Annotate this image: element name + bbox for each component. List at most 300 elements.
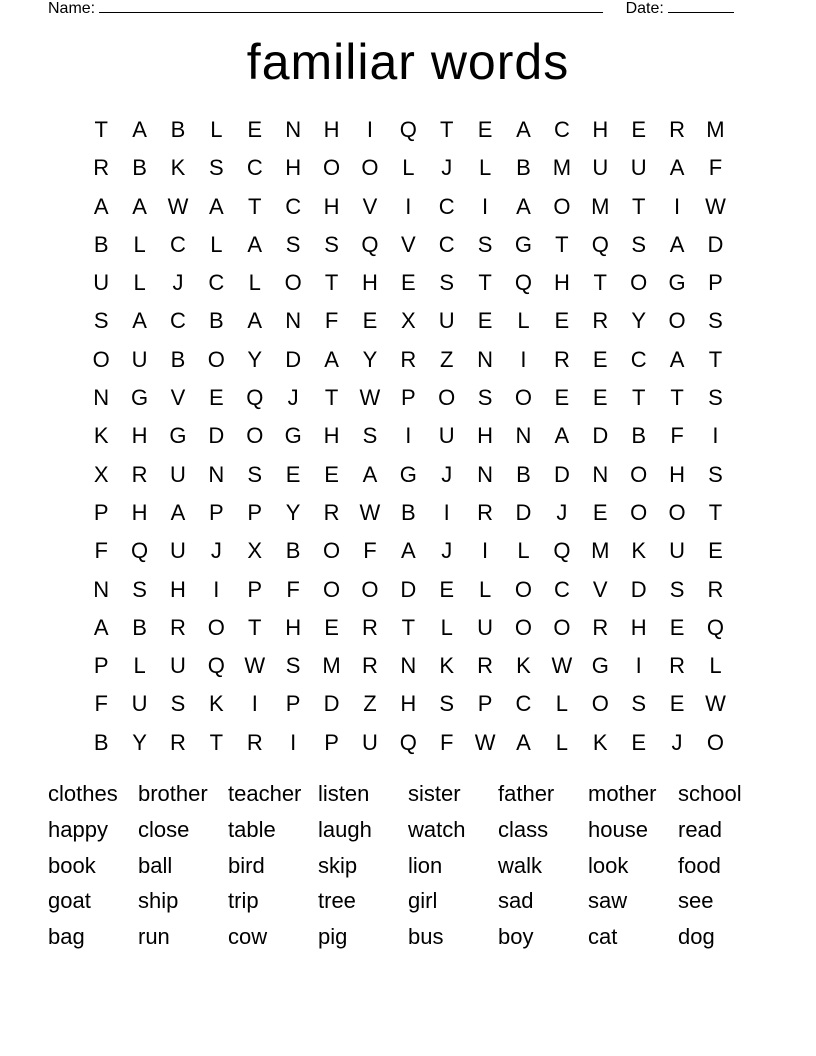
grid-letter[interactable]: S bbox=[439, 691, 455, 717]
grid-letter[interactable]: A bbox=[516, 117, 531, 142]
grid-letter[interactable]: S bbox=[477, 231, 493, 257]
grid-letter[interactable]: L bbox=[555, 729, 568, 755]
grid-letter[interactable]: S bbox=[93, 308, 109, 334]
grid-letter[interactable]: Q bbox=[706, 614, 724, 640]
grid-letter[interactable]: L bbox=[248, 270, 261, 296]
grid-letter[interactable]: F bbox=[94, 538, 108, 564]
grid-letter[interactable]: T bbox=[401, 614, 416, 640]
grid-letter[interactable]: H bbox=[323, 423, 340, 449]
grid-letter[interactable]: O bbox=[706, 729, 724, 755]
grid-letter[interactable]: T bbox=[94, 117, 108, 142]
grid-letter[interactable]: B bbox=[285, 538, 301, 564]
grid-letter[interactable]: A bbox=[669, 346, 685, 372]
grid-letter[interactable]: R bbox=[669, 653, 685, 679]
grid-letter[interactable]: I bbox=[520, 346, 527, 372]
grid-letter[interactable]: O bbox=[668, 308, 686, 334]
grid-letter[interactable]: V bbox=[592, 576, 608, 602]
grid-letter[interactable]: H bbox=[477, 423, 494, 449]
grid-letter[interactable]: E bbox=[477, 117, 493, 142]
grid-letter[interactable]: A bbox=[362, 461, 378, 487]
grid-letter[interactable]: N bbox=[477, 346, 494, 372]
word-list-item: book bbox=[48, 852, 96, 878]
grid-letter[interactable]: B bbox=[400, 499, 416, 525]
grid-letter[interactable]: S bbox=[708, 461, 723, 487]
grid-letter[interactable]: H bbox=[285, 614, 302, 640]
grid-letter[interactable]: W bbox=[474, 729, 496, 755]
grid-letter[interactable]: F bbox=[324, 308, 339, 334]
grid-letter[interactable]: W bbox=[551, 653, 573, 679]
grid-letter[interactable]: N bbox=[592, 461, 609, 487]
grid-letter[interactable]: D bbox=[707, 231, 724, 257]
grid-letter[interactable]: H bbox=[170, 576, 186, 602]
grid-letter[interactable]: G bbox=[399, 461, 417, 487]
grid-letter[interactable]: O bbox=[246, 423, 264, 449]
grid-letter[interactable]: Y bbox=[285, 499, 301, 525]
grid-letter[interactable]: F bbox=[286, 576, 300, 602]
grid-letter[interactable]: O bbox=[668, 499, 686, 525]
grid-letter[interactable]: H bbox=[400, 691, 417, 717]
grid-letter[interactable]: E bbox=[554, 385, 570, 411]
grid-letter[interactable]: L bbox=[133, 653, 146, 679]
grid-letter[interactable]: L bbox=[440, 614, 453, 640]
grid-letter[interactable]: L bbox=[555, 691, 568, 717]
grid-letter[interactable]: R bbox=[477, 499, 494, 525]
grid-letter[interactable]: H bbox=[323, 117, 340, 142]
grid-letter[interactable]: O bbox=[284, 270, 302, 296]
grid-letter[interactable]: S bbox=[669, 576, 685, 602]
grid-letter[interactable]: A bbox=[93, 193, 109, 219]
grid-letter[interactable]: S bbox=[631, 231, 646, 257]
grid-letter[interactable]: E bbox=[324, 614, 339, 640]
grid-letter[interactable]: Q bbox=[399, 117, 417, 142]
grid-letter[interactable]: T bbox=[439, 117, 454, 142]
grid-letter[interactable]: B bbox=[132, 155, 147, 181]
word-list-item: read bbox=[678, 816, 723, 842]
grid-letter[interactable]: O bbox=[630, 461, 648, 487]
grid-letter[interactable]: E bbox=[669, 614, 685, 640]
grid-letter[interactable]: S bbox=[708, 308, 723, 334]
grid-letter[interactable]: E bbox=[592, 346, 608, 372]
word-list-item: food bbox=[678, 852, 721, 878]
grid-letter[interactable]: U bbox=[477, 614, 494, 640]
grid-letter[interactable]: U bbox=[438, 308, 455, 334]
grid-letter[interactable]: A bbox=[669, 231, 685, 257]
grid-letter[interactable]: Q bbox=[399, 729, 417, 755]
grid-letter[interactable]: E bbox=[592, 385, 608, 411]
grid-letter[interactable]: Y bbox=[362, 346, 378, 372]
grid-letter[interactable]: P bbox=[324, 729, 339, 755]
grid-letter[interactable]: E bbox=[247, 117, 263, 142]
grid-letter[interactable]: C bbox=[170, 308, 186, 334]
grid-letter[interactable]: E bbox=[631, 729, 646, 755]
grid-letter[interactable]: F bbox=[670, 423, 684, 449]
grid-letter[interactable]: U bbox=[170, 538, 186, 564]
grid-letter[interactable]: J bbox=[210, 538, 222, 564]
grid-letter[interactable]: A bbox=[93, 614, 109, 640]
grid-letter[interactable]: R bbox=[400, 346, 417, 372]
grid-letter[interactable]: Q bbox=[553, 538, 571, 564]
grid-letter[interactable]: C bbox=[285, 193, 302, 219]
grid-letter[interactable]: N bbox=[477, 461, 494, 487]
grid-letter[interactable]: E bbox=[669, 691, 685, 717]
grid-letter[interactable]: E bbox=[400, 270, 416, 296]
grid-letter[interactable]: T bbox=[478, 270, 492, 296]
grid-letter[interactable]: W bbox=[167, 193, 189, 219]
grid-letter[interactable]: A bbox=[132, 117, 147, 142]
grid-letter[interactable]: N bbox=[93, 576, 110, 602]
grid-letter[interactable]: U bbox=[93, 270, 110, 296]
grid-letter[interactable]: B bbox=[93, 729, 109, 755]
grid-letter[interactable]: S bbox=[708, 385, 723, 411]
grid-letter[interactable]: E bbox=[285, 461, 301, 487]
grid-letter[interactable]: I bbox=[482, 193, 489, 219]
grid-letter[interactable]: A bbox=[170, 499, 186, 525]
grid-letter[interactable]: U bbox=[669, 538, 685, 564]
grid-letter[interactable]: E bbox=[554, 308, 570, 334]
grid-letter[interactable]: D bbox=[323, 691, 340, 717]
grid-letter[interactable]: S bbox=[631, 691, 646, 717]
grid-letter[interactable]: I bbox=[635, 653, 642, 679]
grid-letter[interactable]: S bbox=[285, 653, 301, 679]
grid-letter[interactable]: A bbox=[324, 346, 339, 372]
grid-letter[interactable]: A bbox=[516, 729, 531, 755]
grid-letter[interactable]: U bbox=[361, 729, 378, 755]
grid-letter[interactable]: E bbox=[477, 308, 493, 334]
grid-letter[interactable]: S bbox=[209, 155, 224, 181]
word-list-item: goat bbox=[48, 888, 91, 914]
grid-letter[interactable]: Z bbox=[363, 691, 377, 717]
grid-letter[interactable]: R bbox=[246, 729, 263, 755]
grid-letter[interactable]: A bbox=[247, 308, 263, 334]
grid-letter[interactable]: J bbox=[441, 461, 453, 487]
grid-letter[interactable]: K bbox=[516, 653, 531, 679]
grid-letter[interactable]: A bbox=[554, 423, 570, 449]
grid-letter[interactable]: G bbox=[668, 270, 686, 296]
grid-letter[interactable]: T bbox=[708, 346, 723, 372]
grid-letter[interactable]: C bbox=[438, 193, 455, 219]
grid-letter[interactable]: Q bbox=[361, 231, 379, 257]
grid-letter[interactable]: O bbox=[361, 155, 379, 181]
grid-letter[interactable]: K bbox=[439, 653, 455, 679]
grid-letter[interactable]: I bbox=[366, 117, 373, 142]
grid-letter[interactable]: I bbox=[290, 729, 297, 755]
grid-letter[interactable]: O bbox=[207, 346, 225, 372]
grid-letter[interactable]: O bbox=[630, 499, 648, 525]
grid-letter[interactable]: O bbox=[438, 385, 456, 411]
grid-letter[interactable]: T bbox=[670, 385, 684, 411]
grid-letter[interactable]: R bbox=[361, 614, 378, 640]
grid-letter[interactable]: N bbox=[93, 385, 110, 411]
grid-letter[interactable]: C bbox=[553, 576, 570, 602]
grid-letter[interactable]: S bbox=[362, 423, 378, 449]
grid-letter[interactable]: H bbox=[592, 117, 609, 142]
grid-letter[interactable]: C bbox=[438, 231, 455, 257]
grid-letter[interactable]: R bbox=[131, 461, 148, 487]
grid-letter[interactable]: R bbox=[592, 308, 609, 334]
grid-letter[interactable]: I bbox=[213, 576, 220, 602]
grid-letter[interactable]: W bbox=[359, 499, 381, 525]
grid-letter[interactable]: P bbox=[93, 499, 109, 525]
grid-letter[interactable]: W bbox=[359, 385, 381, 411]
grid-letter[interactable]: O bbox=[322, 576, 341, 602]
grid-letter[interactable]: C bbox=[246, 155, 263, 181]
grid-letter[interactable]: U bbox=[170, 653, 186, 679]
grid-letter[interactable]: K bbox=[93, 423, 109, 449]
grid-letter[interactable]: Q bbox=[514, 270, 533, 296]
grid-letter[interactable]: B bbox=[93, 231, 109, 257]
grid-letter[interactable]: X bbox=[247, 538, 263, 564]
grid-letter[interactable]: L bbox=[133, 270, 146, 296]
grid-letter[interactable]: T bbox=[248, 193, 262, 219]
grid-letter[interactable]: H bbox=[553, 270, 570, 296]
grid-letter[interactable]: T bbox=[631, 385, 646, 411]
grid-letter[interactable]: P bbox=[477, 691, 493, 717]
grid-letter[interactable]: K bbox=[170, 155, 186, 181]
word-list-item: boy bbox=[498, 924, 534, 950]
grid-letter[interactable]: R bbox=[553, 346, 570, 372]
grid-letter[interactable]: V bbox=[362, 193, 378, 219]
grid-letter[interactable]: P bbox=[400, 385, 416, 411]
grid-letter[interactable]: P bbox=[93, 653, 109, 679]
grid-letter[interactable]: M bbox=[322, 653, 341, 679]
grid-letter[interactable]: J bbox=[441, 155, 453, 181]
grid-letter[interactable]: J bbox=[287, 385, 299, 411]
grid-letter[interactable]: N bbox=[515, 423, 532, 449]
grid-letter[interactable]: O bbox=[514, 614, 533, 640]
grid-letter[interactable]: F bbox=[708, 155, 723, 181]
grid-letter[interactable]: L bbox=[517, 538, 530, 564]
grid-letter[interactable]: Q bbox=[591, 231, 609, 257]
grid-letter[interactable]: I bbox=[482, 538, 489, 564]
grid-letter[interactable]: M bbox=[706, 117, 725, 142]
grid-letter[interactable]: H bbox=[131, 499, 148, 525]
grid-letter[interactable]: Q bbox=[207, 653, 225, 679]
grid-letter[interactable]: H bbox=[131, 423, 148, 449]
grid-letter[interactable]: X bbox=[93, 461, 109, 487]
grid-letter[interactable]: F bbox=[363, 538, 377, 564]
grid-letter[interactable]: R bbox=[170, 729, 186, 755]
grid-letter[interactable]: E bbox=[439, 576, 455, 602]
grid-letter[interactable]: C bbox=[553, 117, 570, 142]
grid-letter[interactable]: C bbox=[630, 346, 647, 372]
grid-letter[interactable]: P bbox=[708, 270, 723, 296]
grid-letter[interactable]: N bbox=[285, 308, 302, 334]
grid-letter[interactable]: V bbox=[400, 231, 416, 257]
grid-letter[interactable]: H bbox=[361, 270, 378, 296]
grid-letter[interactable]: U bbox=[438, 423, 455, 449]
grid-letter[interactable]: Q bbox=[246, 385, 264, 411]
grid-letter[interactable]: Z bbox=[439, 346, 454, 372]
grid-letter[interactable]: B bbox=[631, 423, 646, 449]
grid-letter[interactable]: T bbox=[324, 270, 339, 296]
grid-letter[interactable]: E bbox=[362, 308, 378, 334]
grid-letter[interactable]: R bbox=[707, 576, 724, 602]
grid-letter[interactable]: T bbox=[631, 193, 646, 219]
grid-letter[interactable]: G bbox=[284, 423, 302, 449]
grid-letter[interactable]: D bbox=[515, 499, 532, 525]
grid-letter[interactable]: T bbox=[555, 231, 569, 257]
grid-letter[interactable]: L bbox=[133, 231, 146, 257]
name-blank-line[interactable] bbox=[99, 0, 603, 13]
grid-letter[interactable]: D bbox=[400, 576, 417, 602]
grid-letter[interactable]: I bbox=[443, 499, 450, 525]
grid-letter[interactable]: A bbox=[209, 193, 224, 219]
grid-letter[interactable]: O bbox=[207, 614, 225, 640]
grid-letter[interactable]: W bbox=[244, 653, 266, 679]
grid-letter[interactable]: B bbox=[516, 155, 531, 181]
grid-letter[interactable]: L bbox=[210, 117, 223, 142]
grid-letter[interactable]: J bbox=[556, 499, 568, 525]
grid-letter[interactable]: O bbox=[553, 614, 571, 640]
grid-letter[interactable]: U bbox=[170, 461, 186, 487]
grid-letter[interactable]: I bbox=[712, 423, 719, 449]
date-blank-line[interactable] bbox=[668, 0, 734, 13]
grid-letter[interactable]: O bbox=[361, 576, 379, 602]
grid-letter[interactable]: I bbox=[405, 193, 412, 219]
grid-letter[interactable]: S bbox=[477, 385, 493, 411]
grid-letter[interactable]: M bbox=[591, 538, 610, 564]
grid-letter[interactable]: O bbox=[92, 346, 110, 372]
grid-letter[interactable]: R bbox=[592, 614, 609, 640]
grid-letter[interactable]: F bbox=[94, 691, 108, 717]
grid-letter[interactable]: J bbox=[172, 270, 184, 296]
grid-letter[interactable]: N bbox=[208, 461, 225, 487]
word-list-item: clothes bbox=[48, 781, 118, 806]
grid-letter[interactable]: D bbox=[630, 576, 647, 602]
grid-letter[interactable]: R bbox=[170, 614, 186, 640]
grid-letter[interactable]: A bbox=[516, 193, 531, 219]
grid-letter[interactable]: A bbox=[247, 231, 263, 257]
grid-letter[interactable]: O bbox=[322, 155, 341, 181]
grid-letter[interactable]: P bbox=[285, 691, 301, 717]
grid-letter[interactable]: Y bbox=[132, 729, 147, 755]
grid-letter[interactable]: T bbox=[248, 614, 262, 640]
grid-letter[interactable]: B bbox=[170, 346, 186, 372]
grid-letter[interactable]: T bbox=[324, 385, 339, 411]
grid-letter[interactable]: G bbox=[514, 231, 533, 257]
grid-letter[interactable]: F bbox=[439, 729, 454, 755]
grid-letter[interactable]: O bbox=[514, 385, 533, 411]
grid-letter[interactable]: E bbox=[631, 117, 646, 142]
name-date-line bbox=[48, 0, 734, 19]
grid-letter[interactable]: D bbox=[208, 423, 225, 449]
grid-letter[interactable]: R bbox=[323, 499, 340, 525]
grid-letter[interactable]: H bbox=[323, 193, 340, 219]
grid-letter[interactable]: T bbox=[209, 729, 224, 755]
grid-letter[interactable]: S bbox=[170, 691, 186, 717]
word-list-item: ship bbox=[138, 888, 179, 914]
grid-letter[interactable]: A bbox=[669, 155, 685, 181]
grid-letter[interactable]: T bbox=[593, 270, 607, 296]
grid-letter[interactable]: K bbox=[631, 538, 646, 564]
grid-letter[interactable]: R bbox=[93, 155, 110, 181]
grid-letter[interactable]: A bbox=[132, 193, 147, 219]
grid-letter[interactable]: K bbox=[209, 691, 224, 717]
grid-letter[interactable]: O bbox=[322, 538, 341, 564]
grid-letter[interactable]: L bbox=[478, 155, 492, 181]
grid-letter[interactable]: I bbox=[251, 691, 258, 717]
grid-letter[interactable]: T bbox=[708, 499, 723, 525]
grid-letter[interactable]: B bbox=[132, 614, 147, 640]
grid-letter[interactable]: G bbox=[131, 385, 149, 411]
grid-letter[interactable]: J bbox=[441, 538, 453, 564]
grid-letter[interactable]: S bbox=[132, 576, 147, 602]
grid-letter[interactable]: I bbox=[405, 423, 412, 449]
grid-letter[interactable]: R bbox=[361, 653, 378, 679]
grid-letter[interactable]: C bbox=[170, 231, 186, 257]
grid-letter[interactable]: H bbox=[285, 155, 302, 181]
grid-letter[interactable]: Y bbox=[247, 346, 263, 372]
grid-letter[interactable]: L bbox=[478, 576, 492, 602]
grid-letter[interactable]: H bbox=[669, 461, 685, 487]
grid-letter[interactable]: L bbox=[402, 155, 415, 181]
grid-letter[interactable]: U bbox=[131, 346, 148, 372]
grid-letter[interactable]: B bbox=[170, 117, 186, 142]
grid-letter[interactable]: S bbox=[439, 270, 455, 296]
word-list-item: bus bbox=[408, 924, 444, 950]
grid-letter[interactable]: P bbox=[209, 499, 224, 525]
grid-letter[interactable]: H bbox=[630, 614, 647, 640]
grid-letter[interactable]: G bbox=[169, 423, 187, 449]
grid-letter[interactable]: G bbox=[591, 653, 609, 679]
grid-letter[interactable]: E bbox=[592, 499, 608, 525]
grid-letter[interactable]: U bbox=[592, 155, 609, 181]
grid-letter[interactable]: A bbox=[400, 538, 416, 564]
grid-letter[interactable]: S bbox=[247, 461, 263, 487]
grid-letter[interactable]: N bbox=[400, 653, 417, 679]
grid-letter[interactable]: M bbox=[591, 193, 610, 219]
grid-letter[interactable]: A bbox=[132, 308, 147, 334]
grid-letter[interactable]: C bbox=[515, 691, 532, 717]
grid-letter[interactable]: L bbox=[517, 308, 530, 334]
grid-letter[interactable]: O bbox=[630, 270, 648, 296]
grid-letter[interactable]: O bbox=[514, 576, 533, 602]
grid-letter[interactable]: B bbox=[516, 461, 531, 487]
grid-letter[interactable]: D bbox=[285, 346, 302, 372]
grid-letter[interactable]: X bbox=[400, 308, 416, 334]
grid-letter[interactable]: Y bbox=[631, 308, 646, 334]
grid-letter[interactable]: Q bbox=[131, 538, 149, 564]
grid-letter[interactable]: J bbox=[671, 729, 683, 755]
grid-letter[interactable]: P bbox=[247, 576, 263, 602]
grid-letter[interactable]: E bbox=[324, 461, 339, 487]
grid-letter[interactable]: O bbox=[591, 691, 609, 717]
grid-letter[interactable]: L bbox=[709, 653, 722, 679]
grid-letter[interactable]: C bbox=[208, 270, 225, 296]
grid-letter[interactable]: E bbox=[209, 385, 224, 411]
grid-letter[interactable]: N bbox=[285, 117, 302, 142]
grid-letter[interactable]: D bbox=[592, 423, 609, 449]
grid-letter[interactable]: V bbox=[170, 385, 186, 411]
grid-letter[interactable]: P bbox=[247, 499, 263, 525]
grid-letter[interactable]: D bbox=[553, 461, 570, 487]
grid-letter[interactable]: M bbox=[552, 155, 572, 181]
grid-letter[interactable]: L bbox=[210, 231, 223, 257]
grid-letter[interactable]: O bbox=[553, 193, 571, 219]
grid-letter[interactable]: W bbox=[705, 193, 726, 219]
grid-letter[interactable]: R bbox=[477, 653, 494, 679]
grid-letter[interactable]: I bbox=[673, 193, 681, 219]
grid-letter[interactable]: S bbox=[285, 231, 301, 257]
grid-letter[interactable]: R bbox=[669, 117, 685, 142]
grid-letter[interactable]: B bbox=[209, 308, 224, 334]
grid-letter[interactable]: U bbox=[630, 155, 647, 181]
grid-letter[interactable]: K bbox=[592, 729, 608, 755]
grid-letter[interactable]: U bbox=[131, 691, 148, 717]
grid-letter[interactable]: E bbox=[708, 538, 723, 564]
grid-letter[interactable]: W bbox=[705, 691, 726, 717]
grid-letter[interactable]: S bbox=[324, 231, 339, 257]
